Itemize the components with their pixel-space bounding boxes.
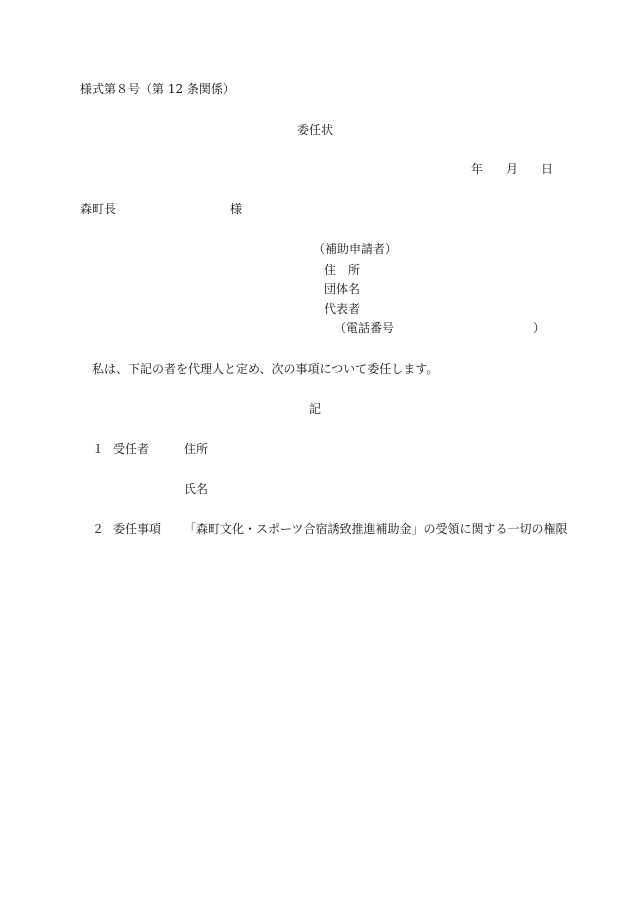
addressee-honorific: 様 (230, 202, 243, 216)
item-1-number: １ (92, 442, 105, 456)
date-month: 月 (506, 162, 519, 176)
applicant-group-label: 団体名 (324, 282, 361, 296)
ki-heading: 記 (309, 402, 322, 416)
applicant-heading: （補助申請者） (313, 242, 398, 256)
item-2-label: 委任事項 (113, 522, 162, 536)
applicant-rep-label: 代表者 (324, 302, 361, 316)
addressee-name: 森町長 (80, 202, 117, 216)
applicant-address-label: 住 所 (324, 263, 361, 277)
date-day: 日 (541, 162, 554, 176)
form-number: 様式第８号（第 12 条関係） (80, 82, 235, 96)
applicant-phone-close: ） (533, 321, 546, 335)
body-text: 私は、下記の者を代理人と定め、次の事項について委任します。 (92, 362, 439, 376)
item-2-content: 「森町文化・スポーツ合宿誘致推進補助金」の受領に関する一切の権限 (184, 522, 568, 536)
item-1-label: 受任者 (113, 442, 150, 456)
item-2-number: ２ (92, 522, 105, 536)
date-year: 年 (471, 162, 484, 176)
applicant-phone-label: （電話番号 (334, 321, 395, 335)
document-title: 委任状 (297, 123, 334, 137)
item-1-name: 氏名 (184, 482, 209, 496)
item-1-address: 住所 (184, 442, 209, 456)
